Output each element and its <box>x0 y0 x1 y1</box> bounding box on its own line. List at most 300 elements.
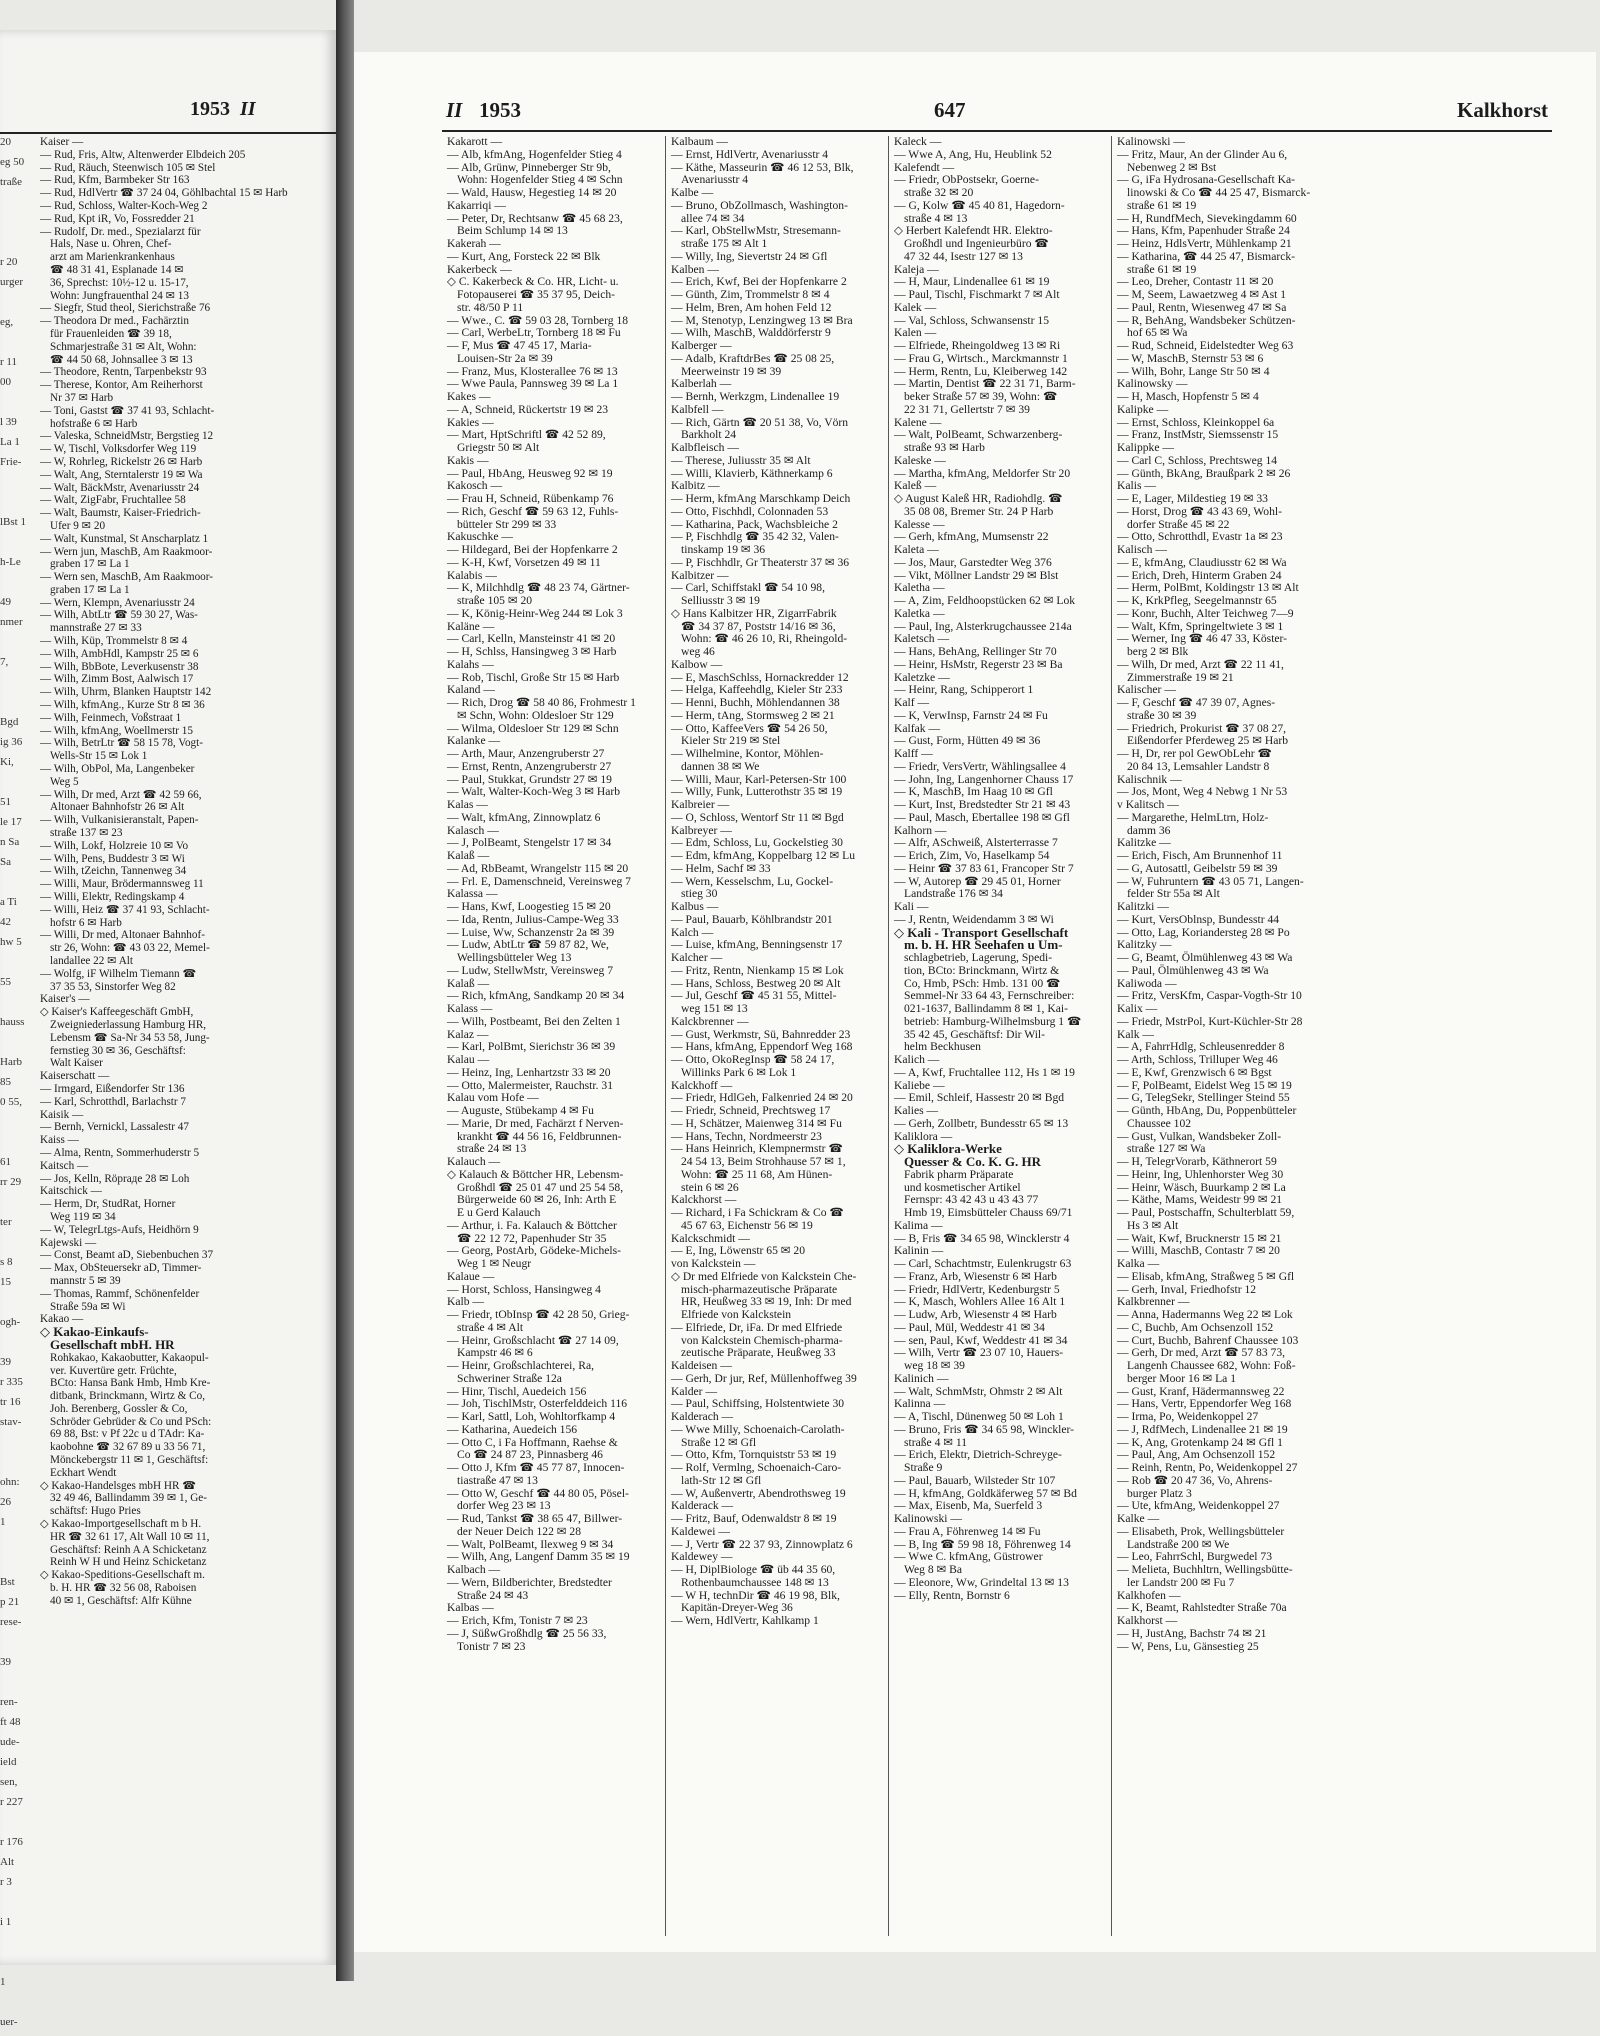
directory-entry: HR, Heußweg 33 ✉ 19, Inh: Dr med <box>681 1295 852 1309</box>
directory-entry: — Walt, PolBeamt, Ilexweg 9 ✉ 34 <box>447 1537 614 1551</box>
cut-margin-fragment: n Sa <box>0 836 20 848</box>
directory-entry: — Otto J, Kfm ☎ 45 77 87, Innocen- <box>447 1461 625 1474</box>
surname-heading: Kalderack — <box>671 1499 734 1513</box>
directory-entry: — Heinz, HdlsVertr, Mühlenkamp 21 <box>1117 237 1292 250</box>
directory-entry: — Eleonore, Ww, Grindeltal 13 ✉ 13 <box>894 1575 1069 1589</box>
previous-page-entry: — Bernh, Vernickl, Lassalestr 47 <box>40 1121 189 1134</box>
directory-column-2 <box>665 136 888 1936</box>
surname-heading: Kalkbrenner — <box>1117 1295 1190 1309</box>
directory-entry: — Ludw, StellwMstr, Vereinsweg 7 <box>447 963 614 977</box>
directory-entry: — Elfriede, Dr, iFa. Dr med Elfriede <box>671 1320 843 1334</box>
previous-page-entry: Wells-Str 15 ✉ Lok 1 <box>50 750 148 763</box>
directory-entry: — J, RdfMech, Lindenallee 21 ✉ 19 <box>1117 1422 1288 1436</box>
directory-entry: weg 46 <box>681 645 715 658</box>
directory-entry: — A, Schneid, Rückertstr 19 ✉ 23 <box>447 402 609 416</box>
directory-entry: — Jos, Mont, Weg 4 Nebwg 1 Nr 53 <box>1117 785 1288 799</box>
directory-entry: — Käthe, Masseurin ☎ 46 12 53, Blk, <box>671 160 854 174</box>
directory-entry: E u Gerd Kalauch <box>457 1206 541 1219</box>
previous-page-entry: — Wilh, AbtLtr ☎ 59 30 27, Was- <box>40 609 198 622</box>
directory-entry: Weg 1 ✉ Neugr <box>457 1257 532 1270</box>
directory-entry: — Kurt, Inst, Bredstedter Str 21 ✉ 43 <box>894 798 1071 811</box>
previous-page-entry: Straße 59a ✉ Wi <box>50 1300 126 1313</box>
directory-entry: — Hans, Techn, Nordmeerstr 23 <box>671 1129 822 1143</box>
surname-heading: Kalitzke — <box>1117 836 1171 850</box>
directory-entry: Zimmerstraße 19 ✉ 21 <box>1127 670 1234 684</box>
directory-entry: — H, RundfMech, Sievekingdamm 60 <box>1117 211 1297 225</box>
cut-margin-fragment: ogh- <box>0 1316 21 1328</box>
directory-entry: — Heinr, Ing, Uhlenhorster Weg 30 <box>1117 1167 1284 1181</box>
surname-heading: Kakerbeck — <box>447 262 512 276</box>
surname-heading: Kalinin — <box>894 1244 944 1258</box>
directory-entry: Weg 8 ✉ Ba <box>904 1563 963 1576</box>
previous-page-entry: — Walt, Kunstmal, St Anscharplatz 1 <box>40 532 209 545</box>
cut-margin-fragment <box>0 536 30 556</box>
surname-heading: Kalassa — <box>447 887 498 901</box>
directory-entry: — Herm, kfmAng Marschkamp Deich <box>671 492 851 505</box>
surname-heading: von Kalckstein — <box>671 1257 756 1270</box>
directory-entry: — Wilhelmine, Kontor, Möhlen- <box>671 747 824 760</box>
surname-heading: Kaiserschatt — <box>40 1070 110 1083</box>
cut-margin-fragment: p 21 <box>0 1596 20 1608</box>
directory-entry: — J, SüßwGroßhdlg ☎ 25 56 33, <box>447 1626 607 1640</box>
surname-heading: Kalinna — <box>894 1397 946 1411</box>
directory-entry: ◇ Kali - Transport Gesellschaft <box>894 924 1069 940</box>
directory-entry: — Otto W, Geschf ☎ 44 80 05, Pösel- <box>447 1486 629 1500</box>
directory-entry: — Gust, Form, Hütten 49 ✉ 36 <box>894 734 1041 748</box>
previous-page-entry: mannstr 5 ✉ 39 <box>50 1274 121 1287</box>
directory-entry: — Paul, Masch, Ebertallee 198 ✉ Gfl <box>894 810 1070 824</box>
directory-entry: — J, PolBeamt, Stengelstr 17 ✉ 34 <box>447 836 612 850</box>
directory-entry: straße 105 ✉ 20 <box>457 594 533 607</box>
directory-entry: — Carl, Schiffstakl ☎ 54 10 98, <box>671 581 825 595</box>
cut-margin-fragment <box>0 1196 30 1216</box>
directory-column-3 <box>888 136 1111 1936</box>
surname-heading: Kalben — <box>671 262 719 276</box>
directory-entry: — K, Beamt, Rahlstedter Straße 70a <box>1117 1601 1287 1615</box>
directory-entry: Fernspr: 43 42 43 u 43 43 77 <box>904 1193 1039 1207</box>
surname-heading: Kaiser — <box>40 136 84 148</box>
directory-entry: — Ernst, HdlVertr, Avenariusstr 4 <box>671 147 829 161</box>
directory-entry: Co, Hmb, PSch: Hmb. 131 00 ☎ <box>904 976 1061 990</box>
cut-margin-fragment: 51 <box>0 796 11 808</box>
directory-entry: — B, Fris ☎ 34 65 98, Wincklerstr 4 <box>894 1231 1070 1245</box>
cut-margin-fragment: 39 <box>0 1356 11 1368</box>
cut-margin-fragment <box>0 956 30 976</box>
previous-page-entry: — Irmgard, Eißendorfer Str 136 <box>40 1082 185 1095</box>
directory-entry: — Otto, KaffeeVers ☎ 54 26 50, <box>671 721 828 735</box>
directory-entry: — Willi, Klavierb, Käthnerkamp 6 <box>671 466 833 480</box>
directory-entry: — Heinr, Rang, Schipperort 1 <box>894 683 1034 697</box>
surname-heading: Kalbow — <box>671 657 723 671</box>
directory-entry: — Martin, Dentist ☎ 22 31 71, Barm- <box>894 377 1076 391</box>
directory-entry: — Ernst, Rentn, Anzengruberstr 27 <box>447 759 612 773</box>
directory-column-1 <box>442 136 665 1936</box>
surname-heading: Kalass — <box>447 1002 493 1015</box>
previous-page-entry: — Siegfr, Stud theol, Sierichstraße 76 <box>40 302 211 315</box>
directory-entry: — C, Buchb, Am Ochsenzoll 152 <box>1117 1320 1274 1334</box>
directory-entry: Elfriede von Kalckstein <box>681 1308 792 1321</box>
previous-page-entry: Nr 37 ✉ Harb <box>50 391 114 404</box>
directory-entry: — Ute, kfmAng, Weidenkoppel 27 <box>1117 1499 1280 1513</box>
previous-page-entry: 32 49 46, Ballindamm 39 ✉ 1, Ge- <box>50 1492 207 1505</box>
surname-heading: Kaleja — <box>894 262 939 276</box>
directory-entry: Eißendorfer Pferdeweg 25 ✉ Harb <box>1127 734 1289 748</box>
directory-entry: — Herm, Rentn, Lu, Kleiberweg 142 <box>894 364 1068 378</box>
previous-page-entry: — Willi, Maur, Brödermannsweg 11 <box>40 878 204 891</box>
cut-margin-fragment: nmer <box>0 616 23 628</box>
directory-entry: — Gerh, Inval, Friedhofstr 12 <box>1117 1282 1257 1296</box>
previous-page-entry: — Herm, Dr, StudRat, Horner <box>40 1198 176 1211</box>
cut-margin-fragment: a Ti <box>0 896 17 908</box>
directory-entry: — Helm, Sachf ✉ 33 <box>671 861 771 875</box>
surname-heading: Kalene — <box>894 415 942 429</box>
directory-entry: — Otto, Fischhdl, Colonnaden 53 <box>671 504 829 518</box>
cut-margin-fragment <box>0 236 30 256</box>
directory-entry: — Gerh, Dr jur, Ref, Müllenhoffweg 39 <box>671 1371 857 1385</box>
previous-page-entry: — Wilh, Vulkanisieranstalt, Papen- <box>40 814 199 827</box>
surname-heading: Kakes — <box>447 390 491 403</box>
surname-heading: Kakis — <box>447 453 489 467</box>
cut-margin-fragment <box>0 1636 30 1656</box>
surname-heading: Kalas — <box>447 798 488 811</box>
previous-page-entry: — Walt, BäckMstr, Avenariusstr 24 <box>40 481 200 494</box>
directory-entry: — Rich, Gärtn ☎ 20 51 38, Vo, Vörn <box>671 415 849 429</box>
surname-heading: Kakuschke — <box>447 530 514 544</box>
directory-entry: — Joh, TischlMstr, Osterfelddeich 116 <box>447 1397 628 1411</box>
directory-entry: — G, Kolw ☎ 45 40 81, Hagedorn- <box>894 198 1065 212</box>
directory-entry: — Friedr, MstrPol, Kurt-Küchler-Str 28 <box>1117 1014 1303 1028</box>
cut-margin-fragment: traße <box>0 176 22 188</box>
surname-heading: Kaldewey — <box>671 1550 733 1564</box>
surname-heading: Kalder — <box>671 1384 718 1398</box>
directory-entry: — Bernh, Werkzgm, Lindenallee 19 <box>671 390 840 403</box>
directory-entry: — Wern, Bildberichter, Bredstedter <box>447 1575 612 1589</box>
header-rule <box>442 130 1552 132</box>
directory-entry: — A, Zim, Feldhoopstücken 62 ✉ Lok <box>894 594 1076 607</box>
directory-entry: — Wwe Paula, Pannsweg 39 ✉ La 1 <box>447 377 619 391</box>
surname-heading: Kalckschmidt — <box>671 1231 750 1245</box>
directory-entry: Selliusstr 3 ✉ 19 <box>681 594 760 607</box>
cut-margin-fragment <box>0 296 30 316</box>
directory-entry: straße 175 ✉ Alt 1 <box>681 237 768 250</box>
previous-page-entry: — Toni, Gastst ☎ 37 41 93, Schlacht- <box>40 404 215 417</box>
directory-entry: — Paul, HbAng, Heusweg 92 ✉ 19 <box>447 466 613 480</box>
directory-entry: damm 36 <box>1127 823 1171 837</box>
surname-heading: Kaletzke — <box>894 670 950 684</box>
surname-heading: Kalbitz — <box>671 479 720 493</box>
directory-entry: — Paul, Bauarb, Köhlbrandstr 201 <box>671 912 833 926</box>
directory-entry: — Herm, tAng, Stormsweg 2 ✉ 21 <box>671 708 835 722</box>
directory-entry: — Konr, Buchh, Alter Teichweg 7—9 <box>1117 606 1294 620</box>
directory-entry: — Otto, Schrotthdl, Evastr 1a ✉ 23 <box>1117 530 1283 544</box>
directory-entry: — Karl, Sattl, Loh, Wohltorfkamp 4 <box>447 1410 616 1423</box>
directory-entry: 021-1637, Ballindamm 8 ✉ 1, Kai- <box>904 1002 1068 1015</box>
previous-page-entry: — Wilh, Uhrm, Blanken Hauptstr 142 <box>40 686 212 699</box>
cut-margin-fragment: l 39 <box>0 416 17 428</box>
surname-heading: Kaisik — <box>40 1108 84 1121</box>
cut-margin-fragment <box>0 396 30 416</box>
surname-heading: Kakosch — <box>447 479 503 493</box>
surname-heading: Kalfak — <box>894 721 941 735</box>
directory-entry: — Richard, i Fa Schickram & Co ☎ <box>671 1206 844 1219</box>
surname-heading: Kalinowski — <box>1117 135 1185 148</box>
cut-margin-fragment: Bst <box>0 1576 15 1588</box>
cut-margin-fragment <box>0 1896 30 1916</box>
directory-entry: stein 6 ✉ 26 <box>681 1180 739 1194</box>
directory-entry: — Erich, Kfm, Tonistr 7 ✉ 23 <box>447 1614 588 1627</box>
previous-page-entry: — Theodora Dr med., Fachärztin <box>40 315 189 328</box>
previous-page-entry: — Rud, Räuch, Steenwisch 105 ✉ Stel <box>40 161 216 174</box>
cut-margin-fragment: i 1 <box>0 1916 12 1928</box>
directory-entry: Wellingsbütteler Weg 13 <box>457 951 572 964</box>
directory-entry: — K, VerwInsp, Farnstr 24 ✉ Fu <box>894 708 1048 722</box>
previous-page-entry: ◇ Kakao-Einkaufs- <box>40 1324 149 1340</box>
cut-margin-fragment: stav- <box>0 1416 22 1428</box>
book-gutter <box>336 0 354 1981</box>
directory-entry: straße 4 ✉ 13 <box>904 211 968 225</box>
directory-entry: — Heinz, Ing, Lenhartzstr 33 ✉ 20 <box>447 1065 611 1079</box>
directory-entry: — Jos, Maur, Garstedter Weg 376 <box>894 555 1052 569</box>
previous-page-entry: hofstraße 6 ✉ Harb <box>50 417 138 430</box>
directory-entry: — H, Schlss, Hansingweg 3 ✉ Harb <box>447 645 617 658</box>
directory-entry: Barkholt 24 <box>681 428 737 442</box>
surname-heading: Kali — <box>894 900 929 913</box>
directory-entry: — Willi, MaschB, Contastr 7 ✉ 20 <box>1117 1244 1280 1258</box>
directory-entry: — Jul, Geschf ☎ 45 31 55, Mittel- <box>671 989 837 1003</box>
surname-heading: Kaläne — <box>447 619 495 633</box>
surname-heading: Kalau vom Hofe — <box>447 1091 539 1105</box>
directory-entry: Wohn: ☎ 25 11 68, Am Hünen- <box>681 1167 833 1181</box>
surname-heading: Kalbach — <box>447 1563 501 1576</box>
surname-heading: Kalesse — <box>894 517 945 531</box>
previous-page-entry: Hals, Nase u. Ohren, Chef- <box>50 238 172 251</box>
directory-entry: — E, Ing, Löwenstr 65 ✉ 20 <box>671 1244 806 1258</box>
directory-entry: — Willi, Maur, Karl-Petersen-Str 100 <box>671 772 847 786</box>
directory-entry: — Fritz, Maur, An der Glinder Au 6, <box>1117 147 1288 161</box>
directory-entry: — Frau G, Wirtsch., Marckmannstr 1 <box>894 351 1068 365</box>
directory-entry: — Wilma, Oldesloer Str 129 ✉ Schn <box>447 721 619 735</box>
directory-column-4 <box>1111 136 1334 1936</box>
directory-entry: 45 67 63, Eichenstr 56 ✉ 19 <box>681 1218 813 1232</box>
cut-margin-fragment: ohn: <box>0 1476 20 1488</box>
directory-entry: — Fritz, VersKfm, Caspar-Vogth-Str 10 <box>1117 989 1302 1003</box>
directory-entry: — H, kfmAng, Goldkäferweg 57 ✉ Bd <box>894 1486 1077 1500</box>
previous-page-entry: — Rud, Schloss, Walter-Koch-Weg 2 <box>40 199 208 212</box>
previous-page-entry: — Wilh, tZeichn, Tannenweg 34 <box>40 865 187 878</box>
directory-entry: — Rich, kfmAng, Sandkamp 20 ✉ 34 <box>447 989 625 1003</box>
surname-heading: Kalaz — <box>447 1027 489 1041</box>
directory-entry: — J, Rentn, Weidendamm 3 ✉ Wi <box>894 912 1054 926</box>
directory-entry: — Friedr, Schneid, Prechtsweg 17 <box>671 1104 831 1117</box>
surname-heading: Kalinowski — <box>894 1512 962 1525</box>
cut-margin-fragment: ude- <box>0 1736 20 1748</box>
directory-entry: — Rud, Tankst ☎ 38 65 47, Billwer- <box>447 1512 623 1525</box>
previous-page-entry: — Wilh, kfmAng, Woellmerstr 15 <box>40 724 193 737</box>
directory-entry: — Willy, Ing, Sievertstr 24 ✉ Gfl <box>671 249 828 263</box>
directory-entry: Langenh Chaussee 682, Wohn: Foß- <box>1127 1359 1296 1372</box>
directory-entry: Co ☎ 24 87 23, Pinnasberg 46 <box>457 1448 603 1462</box>
directory-entry: — Paul, Postschaffn, Schulterblatt 59, <box>1117 1206 1295 1219</box>
directory-entry: — Gerh, kfmAng, Mumsenstr 22 <box>894 530 1049 544</box>
directory-entry: — Günth, BkAng, Braußpark 2 ✉ 26 <box>1117 466 1291 480</box>
directory-entry: — H, Masch, Hopfenstr 5 ✉ 4 <box>1117 390 1259 403</box>
cut-margin-fragment <box>0 1436 30 1456</box>
directory-entry: — E, Kwf, Grenzwisch 6 ✉ Bgst <box>1117 1065 1272 1079</box>
surname-heading: Kaldeisen — <box>671 1359 732 1372</box>
directory-entry: — Käthe, Mams, Weidestr 99 ✉ 21 <box>1117 1193 1283 1207</box>
directory-entry: — F, PolBeamt, Eidelst Weg 15 ✉ 19 <box>1117 1078 1292 1092</box>
directory-entry: — M, Stenotyp, Lenzingweg 13 ✉ Bra <box>671 313 853 327</box>
surname-heading: Kalima — <box>894 1218 943 1232</box>
cut-margin-fragment <box>0 636 30 656</box>
previous-page-entry: — Wern, Klempn, Avenariusstr 24 <box>40 596 195 609</box>
cut-margin-fragment: 15 <box>0 1276 11 1288</box>
surname-heading: Kalauch — <box>447 1155 501 1168</box>
previous-page-entry: Schröder Gebrüder & Co und PSch: <box>50 1415 212 1428</box>
directory-entry: — E, MaschSchlss, Hornackredder 12 <box>671 670 849 684</box>
surname-heading: Kaleta — <box>894 543 939 556</box>
directory-entry: Landstraße 200 ✉ We <box>1127 1537 1230 1551</box>
directory-entry: tion, BCto: Brinckmann, Wirtz & <box>904 963 1060 977</box>
cut-margin-fragment: 55 <box>0 976 11 988</box>
previous-page-entry: — Valeska, SchneidMstr, Bergstieg 12 <box>40 430 214 443</box>
cut-margin-fragment: ield <box>0 1756 17 1768</box>
surname-heading: Kakao — <box>40 1313 84 1326</box>
directory-entry: beker Straße 57 ✉ 39, Wohn: ☎ <box>904 390 1058 403</box>
surname-heading: Kalbaum — <box>671 135 728 148</box>
previous-page-entry: — Wilh, Lokf, Holzreie 10 ✉ Vo <box>40 839 189 852</box>
directory-entry: — A, FahrrHdlg, Schleusenredder 8 <box>1117 1040 1285 1054</box>
directory-entry: — Wwe., C. ☎ 59 03 28, Tornberg 18 <box>447 313 629 327</box>
previous-page-entry: kaobohne ☎ 32 67 89 u 33 56 71, <box>50 1441 206 1454</box>
previous-page-entry: — Wilh, AmbHdl, Kampstr 25 ✉ 6 <box>40 647 199 660</box>
cut-margin-fragment: eg, <box>0 316 14 328</box>
previous-page-entry: ditbank, Brinckmann, Wirtz & Co, <box>50 1390 206 1403</box>
cut-margin-fragment <box>0 1136 30 1156</box>
surname-heading: Kalaß — <box>447 849 490 862</box>
directory-entry: — Kurt, VersOblnsp, Bundesstr 44 <box>1117 912 1280 926</box>
cut-margin-fragment: urger <box>0 276 24 288</box>
directory-entry: betrieb: Hamburg-Wilhelmsburg 1 ☎ <box>904 1014 1082 1028</box>
directory-entry: — Hans, Vertr, Eppendorfer Weg 168 <box>1117 1397 1292 1411</box>
surname-heading: Kalefendt — <box>894 160 955 174</box>
cut-margin-fragment: 26 <box>0 1496 11 1508</box>
previous-page-entry: 69 88, Bst: v Pf 22c u d TAdr: Ka- <box>50 1428 205 1441</box>
directory-entry: — H, Dr, rer pol GewObLehr ☎ <box>1117 747 1272 760</box>
directory-entry: — Margarethe, HelmLtrn, Holz- <box>1117 810 1269 824</box>
directory-entry: — Karl, ObStellwMstr, Stresemann- <box>671 224 841 238</box>
directory-entry: Kapitän-Dreyer-Weg 36 <box>681 1601 793 1615</box>
previous-page-entry: landallee 22 ✉ Alt <box>50 955 134 967</box>
directory-entry: — Katharina, ☎ 44 25 47, Bismarck- <box>1117 249 1296 263</box>
directory-entry: hof 65 ✉ Wa <box>1127 326 1188 340</box>
surname-heading: Kalb — <box>447 1295 485 1309</box>
cut-margin-fragment: eg 50 <box>0 156 25 168</box>
directory-entry: straße 61 ✉ 19 <box>1127 262 1197 276</box>
surname-heading: Kakarriqi — <box>447 198 506 212</box>
directory-entry: — H, JustAng, Bachstr 74 ✉ 21 <box>1117 1626 1267 1640</box>
surname-heading: Kalbfell — <box>671 402 724 416</box>
directory-entry: ◇ Kaliklora-Werke <box>894 1141 1002 1157</box>
page-number: 647 <box>934 98 966 122</box>
directory-entry: — Luise, kfmAng, Benningsenstr 17 <box>671 938 843 952</box>
previous-page-entry: graben 17 ✉ La 1 <box>50 558 130 571</box>
previous-page-entry: — Wilh, Küp, Trommelstr 8 ✉ 4 <box>40 635 188 648</box>
directory-entry: — Alfr, ASchweiß, Alsterterrasse 7 <box>894 836 1058 850</box>
directory-entry: Landstraße 176 ✉ 34 <box>904 887 1003 901</box>
previous-page-entry: — Walt, Ang, Sterntalerstr 19 ✉ Wa <box>40 468 203 481</box>
cut-margin-fragment <box>0 1036 30 1056</box>
previous-page-entry: — Rud, Kpt iR, Vo, Fossredder 21 <box>40 212 195 225</box>
directory-entry: Willinks Park 6 ✉ Lok 1 <box>681 1065 797 1079</box>
cut-margin-fragment: hauss <box>0 1016 25 1028</box>
directory-entry: weg 151 ✉ 13 <box>681 1002 748 1015</box>
previous-page-entry: — Thomas, Rammf, Schönenfelder <box>40 1287 200 1300</box>
previous-page <box>0 30 336 2028</box>
directory-entry: Quesser & Co. K. G. HR <box>904 1154 1041 1169</box>
previous-page-entry: Weg 119 ✉ 34 <box>50 1210 116 1223</box>
directory-entry: von Kalckstein Chemisch-pharma- <box>681 1333 843 1347</box>
directory-entry: — Wern, HdlVertr, Kahlkamp 1 <box>671 1614 819 1627</box>
surname-heading: Kalanke — <box>447 734 501 748</box>
directory-entry: Avenariusstr 4 <box>681 173 749 187</box>
surname-heading: Kalisch — <box>1117 543 1167 556</box>
directory-entry: — Helga, Kaffeehdlg, Kieler Str 233 <box>671 683 843 697</box>
directory-entry: — Arthur, i. Fa. Kalauch & Böttcher <box>447 1218 617 1232</box>
directory-entry: — Elisab, kfmAng, Straßweg 5 ✉ Gfl <box>1117 1269 1295 1283</box>
directory-entry: — Paul, Schiffsing, Holstentwiete 30 <box>671 1397 845 1411</box>
cut-margin-fragment <box>0 1676 30 1696</box>
directory-entry: — Adalb, KraftdrBes ☎ 25 08 25, <box>671 351 835 365</box>
surname-heading: Kalinowsky — <box>1117 377 1188 391</box>
surname-heading: Kalf — <box>894 696 930 709</box>
directory-entry: — B, Ing ☎ 59 98 18, Föhrenweg 14 <box>894 1537 1071 1551</box>
page-header <box>354 98 1596 128</box>
previous-page-entry: str 26, Wohn: ☎ 43 03 22, Memel- <box>50 942 210 955</box>
directory-entry: — Franz, Arb, Wiesenstr 6 ✉ Harb <box>894 1269 1057 1283</box>
directory-entry: — Alb, Grünw, Pinneberger Str 9b, <box>447 160 611 174</box>
surname-heading: Kalinich — <box>894 1371 949 1385</box>
directory-entry: zeutische Präparate, Heußweg 33 <box>681 1346 836 1360</box>
directory-entry: — Rich, Drog ☎ 58 40 86, Frohmestr 1 <box>447 696 636 709</box>
directory-entry: — Melieta, Buchhltrn, Wellingsbütte- <box>1117 1563 1293 1576</box>
cut-margin-fragment <box>0 876 30 896</box>
surname-heading: Kalen — <box>894 326 937 340</box>
directory-entry: — Erich, Fisch, Am Brunnenhof 11 <box>1117 849 1283 862</box>
directory-entry: — Otto, Kfm, Tornquiststr 53 ✉ 19 <box>671 1448 837 1462</box>
previous-page-entry: — Max, ObSteuersekr aD, Timmer- <box>40 1262 202 1275</box>
directory-entry: str. 48/50 P 11 <box>457 300 524 314</box>
surname-heading: Kalitzki — <box>1117 900 1169 913</box>
directory-entry: — Wilh, Dr med, Arzt ☎ 22 11 41, <box>1117 657 1284 671</box>
directory-entry: — Heinr, Wäsch, Buurkamp 2 ✉ La <box>1117 1180 1286 1194</box>
directory-entry: Beim Schlump 14 ✉ 13 <box>457 224 568 238</box>
surname-heading: Kalbreier — <box>671 798 730 811</box>
cut-margin-fragment: ter <box>0 1216 12 1228</box>
directory-entry: Großhdl ☎ 25 01 47 und 25 54 58, <box>457 1180 624 1194</box>
directory-entry: — Wern, Kesselschm, Lu, Gockel- <box>671 874 834 888</box>
previous-page-entry: — Wilh, Zimm Bost, Aalwisch 17 <box>40 673 194 686</box>
directory-entry: — H, Maur, Lindenallee 61 ✉ 19 <box>894 275 1050 289</box>
cut-margin-fragment: lBst 1 <box>0 516 26 528</box>
directory-entry: — Frl. E, Damenschneid, Vereinsweg 7 <box>447 874 631 888</box>
cut-margin-fragment: 20 <box>0 136 11 148</box>
cut-margin-fragment: 1 <box>0 1516 6 1528</box>
surname-heading: Kalbe — <box>671 186 714 199</box>
surname-heading: Kalkhofen — <box>1117 1588 1181 1602</box>
directory-entry: Fabrik pharm Präparate <box>904 1167 1014 1181</box>
directory-entry: — Friedrich, Prokurist ☎ 37 08 27, <box>1117 721 1287 735</box>
